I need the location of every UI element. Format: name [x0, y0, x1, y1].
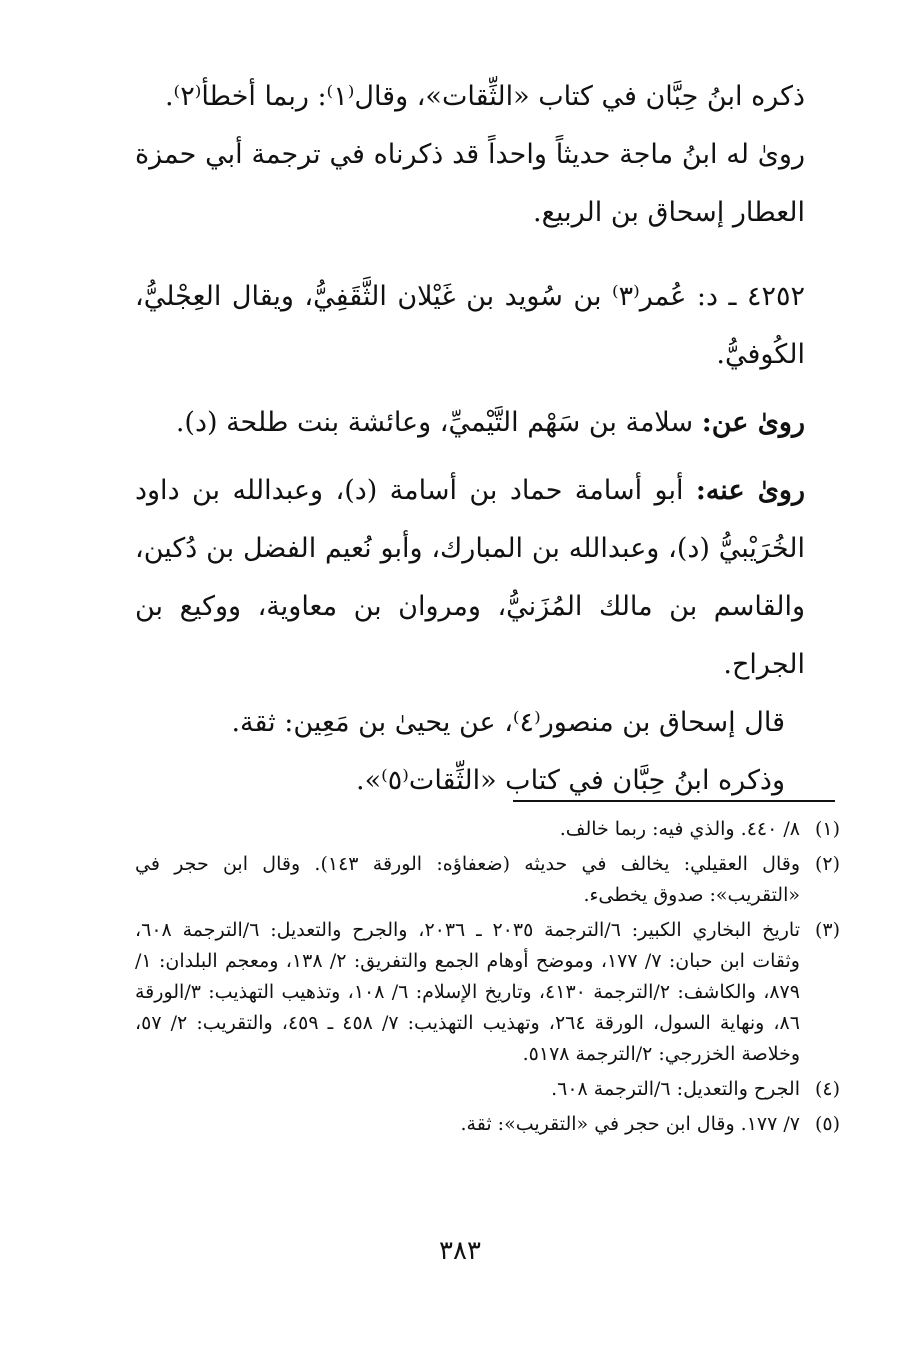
narrated-from-label: روىٰ عن: — [701, 407, 805, 438]
footnotes — [135, 814, 840, 1144]
footnote-number: (٢) — [814, 853, 840, 875]
footnote-text: الجرح والتعديل: ٦/الترجمة ٦٠٨. — [551, 1078, 800, 1100]
entry-heading: ٤٢٥٢ ـ د: عُمر⁽٣⁾ بن سُويد بن غَيْلان الثَّقَفِيُّ، ويقال العِجْليُّ، الكُوفيُّ. — [135, 281, 805, 370]
footnote-number: (١) — [814, 818, 840, 840]
narrated-from — [135, 394, 835, 452]
footnote-number: (٤) — [814, 1078, 840, 1100]
narrated-by — [135, 462, 835, 694]
narrated-by-text: أبو أسامة حماد بن أسامة (د)، وعبدالله بن داود الخُرَيْبيُّ (د)، وعبدالله بن المبارك، وأبو نُعيم الفضل بن دُكين، والقاسم بن مالك المُزَنيُّ، ومروان بن معاوية، ووكيع بن الجراح. — [135, 475, 805, 680]
footnote — [135, 1074, 840, 1105]
footnote-text: تاريخ البخاري الكبير: ٦/الترجمة ٢٠٣٥ ـ ٢٠٣٦، والجرح والتعديل: ٦/الترجمة ٦٠٨، وثقات ابن حبان: ٧/ ١٧٧، وموضح أوهام الجمع والتفريق: ٢/ ١٣٨، ومعجم البلدان: ١/ ٨٧٩، والكاشف: ٢/الترجمة ٤١٣٠، وتاريخ الإسلام: ٦/ ١٠٨، وتذهيب التهذيب: ٣/الورقة ٨٦، ونهاية السول، الورقة ٢٦٤، وتهذيب التهذيب: ٧/ ٤٥٨ ـ ٤٥٩، والتقريب: ٢/ ٥٧، وخلاصة الخزرجي: ٢/الترجمة ٥١٧٨. — [135, 919, 800, 1065]
footnote — [135, 915, 840, 1070]
footnote — [135, 1109, 840, 1140]
main-text — [135, 68, 835, 810]
footnote-divider — [513, 800, 835, 802]
footnote-text: وقال العقيلي: يخالف في حديثه (ضعفاؤه: الورقة ١٤٣). وقال ابن حجر في «التقريب»: صدوق يخطىء. — [135, 853, 800, 906]
footnote-number: (٥) — [814, 1113, 840, 1135]
paragraph-ibn-majah: روىٰ له ابنُ ماجة حديثاً واحداً قد ذكرناه في ترجمة أبي حمزة العطار إسحاق بن الربيع. — [135, 139, 805, 228]
footnote — [135, 814, 840, 845]
paragraph-ibn-hibban: ذكره ابنُ حِبَّان في كتاب «الثِّقات»، وقال⁽١⁾: ربما أخطأ⁽٢⁾. — [164, 81, 805, 112]
page-number: ٣٨٣ — [439, 1236, 481, 1266]
paragraph-ishaq: قال إسحاق بن منصور⁽٤⁾، عن يحيىٰ بن مَعِين: ثقة. — [231, 707, 785, 738]
footnote-text: ٧/ ١٧٧. وقال ابن حجر في «التقريب»: ثقة. — [460, 1113, 800, 1135]
footnote — [135, 849, 840, 911]
footnote-number: (٣) — [814, 919, 840, 941]
narrated-by-label: روىٰ عنه: — [695, 475, 805, 506]
paragraph-dhakarahu: وذكره ابنُ حِبَّان في كتاب «الثِّقات⁽٥⁾». — [356, 765, 785, 796]
narrated-from-text: سلامة بن سَهْم التَّيْميِّ، وعائشة بنت طلحة (د). — [175, 407, 702, 438]
footnote-text: ٨/ ٤٤٠. والذي فيه: ربما خالف. — [559, 818, 800, 840]
